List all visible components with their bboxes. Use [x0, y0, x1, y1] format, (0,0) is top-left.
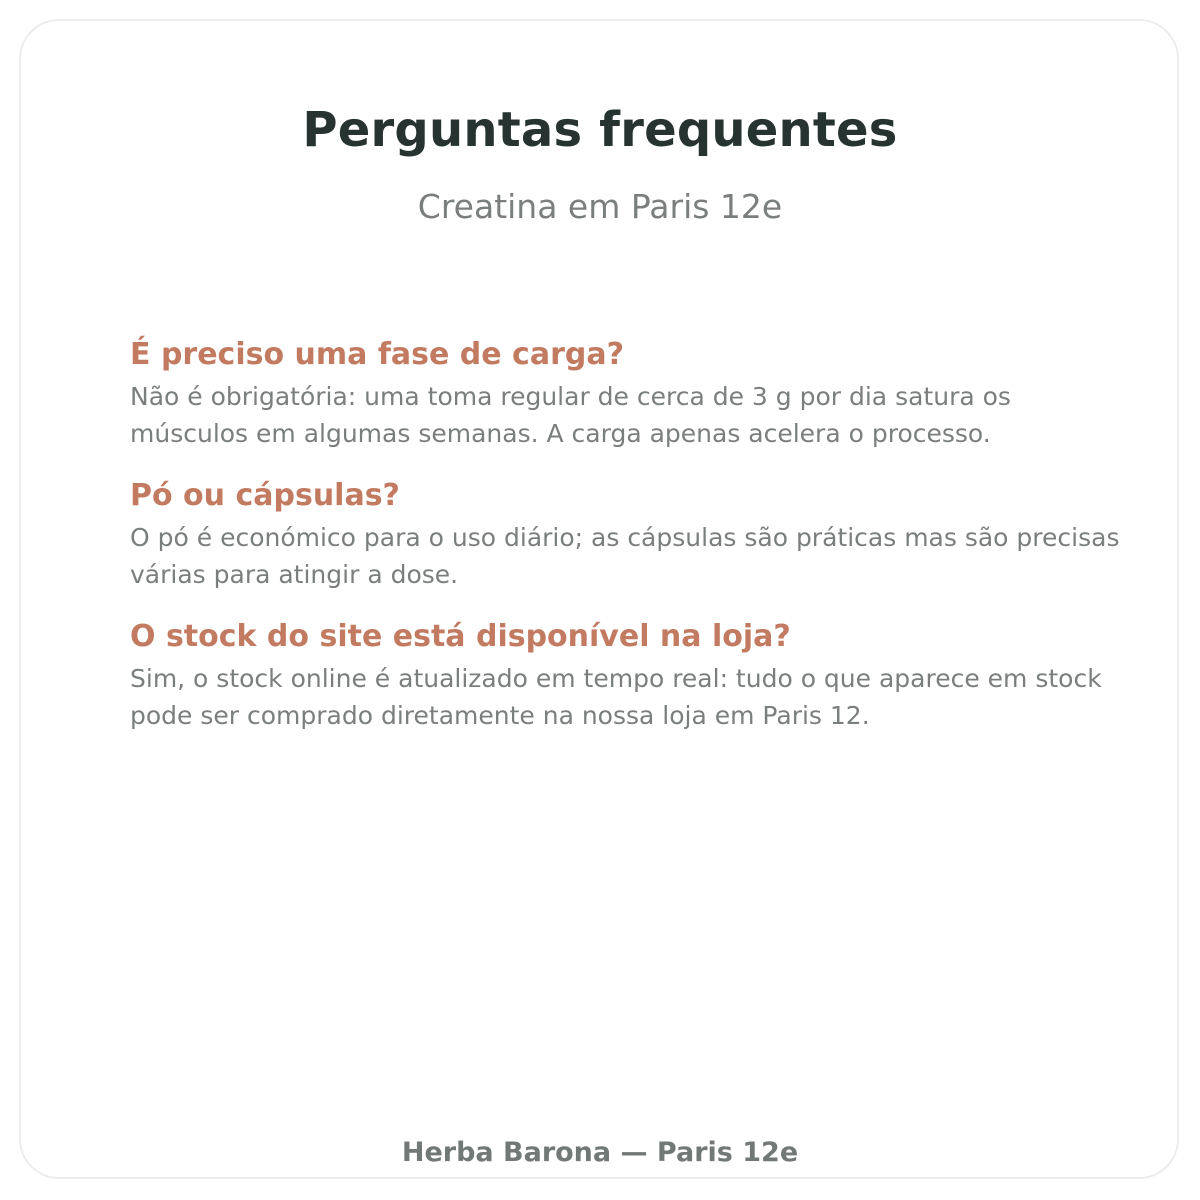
faq-answer-line: músculos em algumas semanas. A carga apenas acelera o processo.	[130, 419, 991, 448]
faq-answer	[130, 519, 1120, 593]
faq-question: É preciso uma fase de carga?	[130, 337, 624, 372]
faq-answer	[130, 660, 1120, 734]
faq-answer-line: pode ser comprado diretamente na nossa loja em Paris 12.	[130, 701, 870, 730]
faq-list	[130, 334, 1120, 757]
faq-question: O stock do site está disponível na loja?	[130, 619, 791, 654]
page-subtitle: Creatina em Paris 12e	[417, 187, 783, 226]
faq-answer-line: O pó é económico para o uso diário; as cápsulas são práticas mas são precisas	[130, 523, 1120, 552]
faq-answer-line: várias para atingir a dose.	[130, 560, 459, 589]
footer-brand: Herba Barona — Paris 12e	[401, 1137, 799, 1168]
faq-answer-line: Não é obrigatória: uma toma regular de cerca de 3 g por dia satura os	[130, 382, 1011, 411]
faq-item	[130, 616, 1120, 734]
page-title: Perguntas frequentes	[302, 102, 898, 158]
faq-answer-line: Sim, o stock online é atualizado em tempo real: tudo o que aparece em stock	[130, 664, 1102, 693]
faq-item	[130, 334, 1120, 452]
faq-question: Pó ou cápsulas?	[130, 478, 400, 513]
faq-answer	[130, 378, 1120, 452]
faq-item	[130, 475, 1120, 593]
